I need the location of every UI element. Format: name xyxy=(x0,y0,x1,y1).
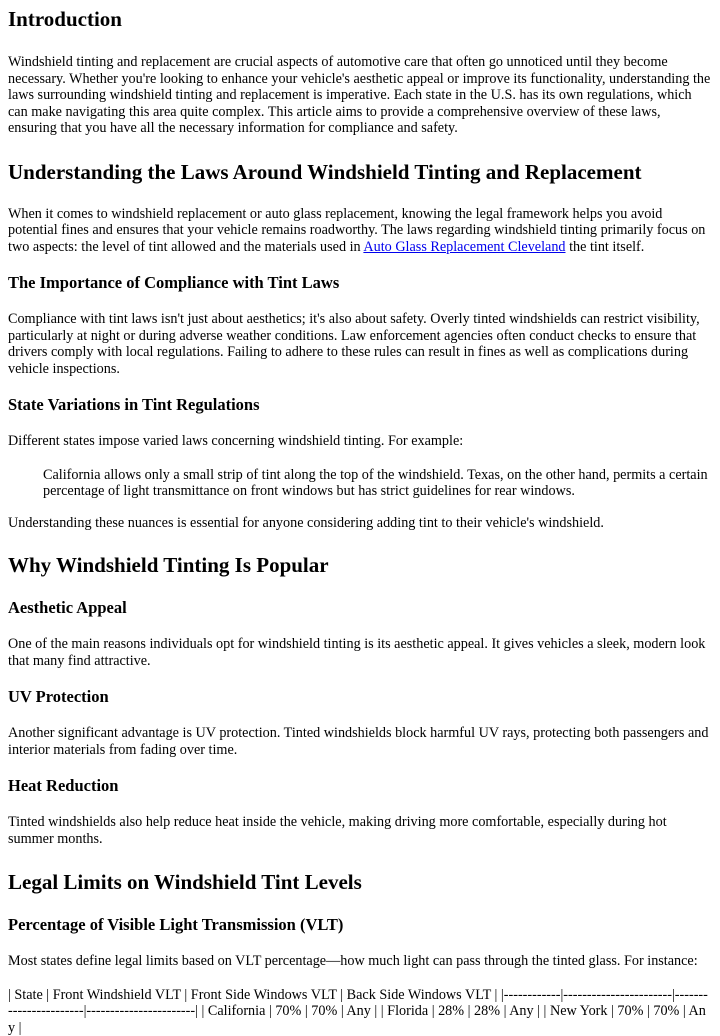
vlt-raw-table: | State | Front Windshield VLT | Front Side Windows VLT | Back Side Windows VLT | |------------|-----------------------|-----------------------|-----------------------| | California | 70% | 70% | Any | | Florida | 28% | 28% | Any | | New York | 70% | 70% | Any | xyxy=(8,987,712,1036)
heat-paragraph: Tinted windshields also help reduce heat inside the vehicle, making driving more comfortable, especially during hot summer months. xyxy=(8,814,712,847)
compliance-heading: The Importance of Compliance with Tint Laws xyxy=(8,272,712,294)
laws-heading: Understanding the Laws Around Windshield Tinting and Replacement xyxy=(8,159,712,185)
vlt-heading: Percentage of Visible Light Transmission (VLT) xyxy=(8,914,712,936)
laws-paragraph-tail: the tint itself. xyxy=(566,239,645,255)
state-variations-closing: Understanding these nuances is essential for anyone considering adding tint to their vehicle's windshield. xyxy=(8,515,712,532)
vlt-paragraph: Most states define legal limits based on VLT percentage—how much light can pass through the tinted glass. For instance: xyxy=(8,953,712,970)
aesthetic-heading: Aesthetic Appeal xyxy=(8,597,712,619)
popular-heading: Why Windshield Tinting Is Popular xyxy=(8,552,712,578)
state-examples-quote: California allows only a small strip of tint along the top of the windshield. Texas, on the other hand, permits a certain percentage of light transmittance on front windows but has strict guidelines for rear windows. xyxy=(43,467,712,500)
aesthetic-paragraph: One of the main reasons individuals opt for windshield tinting is its aesthetic appeal. It gives vehicles a sleek, modern look that many find attractive. xyxy=(8,636,712,669)
compliance-paragraph: Compliance with tint laws isn't just about aesthetics; it's also about safety. Overly tinted windshields can restrict visibility, particularly at night or during adverse weather conditions. Law enforcement agencies often conduct checks to ensure that drivers comply with local regulations. Failing to adhere to these rules can result in fines as well as complications during vehicle inspections. xyxy=(8,311,712,377)
auto-glass-replacement-link[interactable]: Auto Glass Replacement Cleveland xyxy=(363,239,565,255)
limits-heading: Legal Limits on Windshield Tint Levels xyxy=(8,869,712,895)
intro-heading: Introduction xyxy=(8,6,712,32)
uv-heading: UV Protection xyxy=(8,686,712,708)
intro-paragraph: Windshield tinting and replacement are crucial aspects of automotive care that often go unnoticed until they become necessary. Whether you're looking to enhance your vehicle's aesthetic appeal or improve its functionality, understanding the laws surrounding windshield tinting and replacement is imperative. Each state in the U.S. has its own regulations, which can make navigating this area quite complex. This article aims to provide a comprehensive overview of these laws, ensuring that you have all the necessary information for compliance and safety. xyxy=(8,54,712,137)
state-variations-heading: State Variations in Tint Regulations xyxy=(8,394,712,416)
laws-paragraph xyxy=(8,206,712,256)
uv-paragraph: Another significant advantage is UV protection. Tinted windshields block harmful UV rays, protecting both passengers and interior materials from fading over time. xyxy=(8,725,712,758)
heat-heading: Heat Reduction xyxy=(8,775,712,797)
state-variations-paragraph: Different states impose varied laws concerning windshield tinting. For example: xyxy=(8,433,712,450)
laws-paragraph-text: When it comes to windshield replacement or auto glass replacement, knowing the legal framework helps you avoid potential fines and ensures that your vehicle remains roadworthy. The laws regarding windshield tinting primarily focus on two aspects: the level of tint allowed and the materials used in xyxy=(8,206,705,255)
